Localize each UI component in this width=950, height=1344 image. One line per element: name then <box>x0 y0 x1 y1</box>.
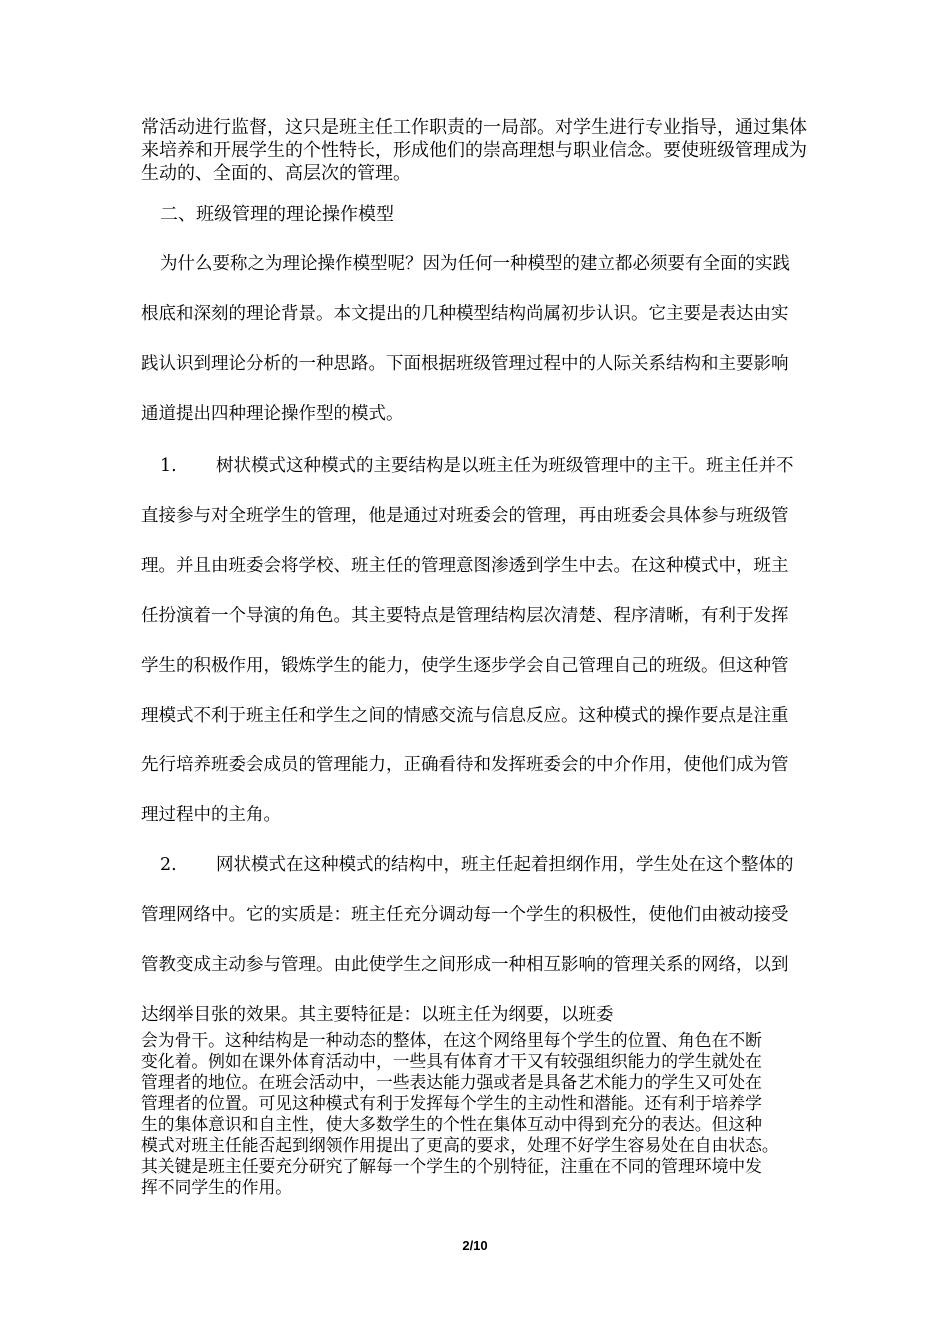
item1-line-7: 先行培养班委会成员的管理能力，正确看待和发挥班委会的中介作用，使他们成为管 <box>141 755 789 775</box>
item1-line-1-text: 树状模式这种模式的主要结构是以班主任为班级管理中的主干。班主任并不 <box>216 456 794 476</box>
item2-cont-line-5: 生的集体意识和自主性，使大多数学生的个性在集体互动中得到充分的表达。但这种 <box>141 1114 762 1134</box>
section-heading: 二、班级管理的理论操作模型 <box>160 204 394 225</box>
item1-line-1 <box>160 455 794 477</box>
item2-cont-line-3: 管理者的地位。在班会活动中，一些表达能力强或者是具备艺术能力的学生又可处在 <box>141 1072 762 1092</box>
item1-number: 1. <box>160 456 177 476</box>
intro-line-3: 生动的、全面的、高层次的管理。 <box>141 163 411 184</box>
item2-cont-line-6: 模式对班主任能否起到纲领作用提出了更高的要求，处理不好学生容易处在自由状态。 <box>141 1135 779 1155</box>
item2-line-1 <box>160 854 794 876</box>
para1-line-1: 为什么要称之为理论操作模型呢？因为任何一种模型的建立都必须要有全面的实践 <box>160 254 790 274</box>
item1-line-4: 任扮演着一个导演的角色。其主要特点是管理结构层次清楚、程序清晰，有利于发挥 <box>141 606 789 626</box>
page-number: 2/10 <box>462 1238 488 1253</box>
item1-line-5: 学生的积极作用，锻炼学生的能力，使学生逐步学会自己管理自己的班级。但这种管 <box>141 656 789 676</box>
para1-line-3: 践认识到理论分析的一种思路。下面根据班级管理过程中的人际关系结构和主要影响 <box>141 354 789 374</box>
item2-line-1-text: 网状模式在这种模式的结构中，班主任起着担纲作用，学生处在这个整体的 <box>216 855 794 875</box>
intro-line-1: 常活动进行监督，这只是班主任工作职责的一局部。对学生进行专业指导，通过集体 <box>141 117 807 138</box>
item1-line-8: 理过程中的主角。 <box>141 805 281 825</box>
para1-line-2: 根底和深刻的理论背景。本文提出的几种模型结构尚属初步认识。它主要是表达由实 <box>141 304 789 324</box>
item2-cont-line-1: 会为骨干。这种结构是一种动态的整体，在这个网络里每个学生的位置、角色在不断 <box>141 1030 762 1050</box>
para1-line-4: 通道提出四种理论操作型的模式。 <box>141 404 404 424</box>
item1-line-6: 理模式不利于班主任和学生之间的情感交流与信息反应。这种模式的操作要点是注重 <box>141 706 789 726</box>
intro-line-2: 来培养和开展学生的个性特长，形成他们的崇高理想与职业信念。要使班级管理成为 <box>141 140 807 161</box>
item1-line-2: 直接参与对全班学生的管理，他是通过对班委会的管理，再由班委会具体参与班级管 <box>141 506 789 526</box>
item2-cont-line-8: 挥不同学生的作用。 <box>141 1177 293 1197</box>
item2-cont-line-2: 变化着。例如在课外体育活动中，一些具有体育才干又有较强组织能力的学生就处在 <box>141 1051 762 1071</box>
item2-line-4: 达纲举目张的效果。其主要特征是：以班主任为纲要，以班委 <box>141 1005 614 1025</box>
item2-line-3: 管教变成主动参与管理。由此使学生之间形成一种相互影响的管理关系的网络，以到 <box>141 955 789 975</box>
item2-number: 2. <box>160 855 177 875</box>
item2-line-2: 管理网络中。它的实质是：班主任充分调动每一个学生的积极性，使他们由被动接受 <box>141 905 789 925</box>
item1-line-3: 理。并且由班委会将学校、班主任的管理意图渗透到学生中去。在这种模式中，班主 <box>141 556 789 576</box>
item2-cont-line-7: 其关键是班主任要充分研究了解每一个学生的个别特征，注重在不同的管理环境中发 <box>141 1156 762 1176</box>
item2-cont-line-4: 管理者的位置。可见这种模式有利于发挥每个学生的主动性和潜能。还有利于培养学 <box>141 1093 762 1113</box>
